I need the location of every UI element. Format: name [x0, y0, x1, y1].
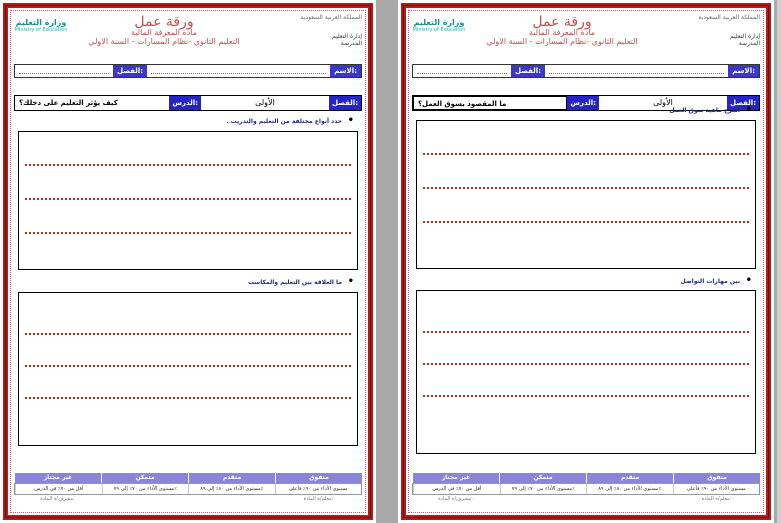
footer-detail: مستوى الأداء من ٨٠٪ إلى ٨٩٪: [188, 484, 275, 494]
footer-level: غير مجتاز: [14, 473, 101, 483]
school-label: المدرسة: [738, 40, 760, 47]
worksheet-header: [412, 12, 760, 60]
class-label: الفصل:: [511, 65, 545, 77]
vertical-scrollbar[interactable]: [777, 0, 781, 523]
footer-level: متقدم: [188, 473, 275, 483]
ministry-name-en: Ministry of Education: [412, 27, 466, 33]
question-2: • ما العلاقة بين التعليم والمكاسب: [14, 279, 362, 286]
admin-label: إدارة التعليم: [332, 33, 362, 40]
ministry-logo: [14, 18, 68, 48]
footer-level: متمكن: [101, 473, 188, 483]
question-1: • حدد أنواع مختلفة من التعليم والتدريب .: [14, 118, 362, 125]
kingdom-block: [282, 14, 362, 47]
answer-line: [25, 365, 351, 367]
footer-sign: [101, 495, 188, 504]
student-info-row: [14, 64, 362, 78]
worksheet-page-2: [398, 0, 774, 523]
footer-level: متقدم: [586, 473, 673, 483]
footer-detail: مستوى الأداء من ٩٠٪ فأعلى: [275, 484, 362, 494]
answer-line: [423, 331, 749, 333]
name-label: الاسم:: [728, 65, 759, 77]
worksheet-title: ورقة عمل: [134, 14, 194, 30]
footer-sign: معلم/ة المادة:: [701, 496, 732, 502]
name-field[interactable]: [549, 65, 724, 74]
worksheet-page-1: [0, 0, 376, 523]
name-field[interactable]: [151, 65, 326, 74]
answer-line: [25, 333, 351, 335]
chapter-value: الأولى: [255, 98, 275, 107]
footer-detail: مستوى الأداء من ٩٠٪ فأعلى: [673, 484, 760, 494]
question-1: • اشرح ماهية سوق العمل: [412, 107, 760, 114]
admin-label: إدارة التعليم: [730, 33, 760, 40]
footer-sign: [499, 495, 586, 504]
footer-detail: مستوى الأداء من ٧٠٪ إلى ٧٩٪: [500, 484, 587, 494]
ministry-logo: [412, 18, 466, 48]
name-label: الاسم:: [330, 65, 361, 77]
assessment-footer: [412, 473, 760, 505]
kingdom-name: المملكة العربية السعودية: [698, 14, 760, 21]
answer-box-2[interactable]: [18, 292, 358, 446]
footer-sign: [188, 495, 275, 504]
assessment-footer: [14, 473, 362, 505]
answer-line: [423, 153, 749, 155]
chapter-label: الفصل:: [727, 96, 759, 110]
footer-level: متمكن: [499, 473, 586, 483]
question-2: • بين مهارات التواصل: [412, 278, 760, 285]
lesson-info-row: [14, 95, 362, 111]
answer-line: [25, 198, 351, 200]
answer-line: [25, 164, 351, 166]
class-field[interactable]: [417, 65, 507, 74]
footer-sign: مشرف/ة المادة:: [40, 496, 75, 502]
answer-box-2[interactable]: [416, 290, 756, 454]
footer-detail: أقل من ٧٠٪ في الدرس: [413, 484, 500, 494]
kingdom-block: [680, 14, 760, 47]
lesson-title: كيف يؤثر التعليم على دخلك؟: [19, 99, 118, 107]
footer-detail: أقل من ٧٠٪ في الدرس: [15, 484, 102, 494]
footer-detail: مستوى الأداء من ٨٠٪ إلى ٨٩٪: [586, 484, 673, 494]
footer-sign: [586, 495, 673, 504]
answer-line: [423, 187, 749, 189]
ministry-name-ar: وزارة التعليم: [15, 18, 67, 27]
subject-name: مادة المعرفة المالية: [130, 28, 198, 37]
footer-level: متفوق: [275, 473, 362, 483]
kingdom-name: المملكة العربية السعودية: [300, 14, 362, 21]
worksheet-title: ورقة عمل: [532, 14, 592, 30]
footer-level: غير مجتاز: [412, 473, 499, 483]
ministry-name-en: Ministry of Education: [14, 27, 68, 33]
worksheet-header: [14, 12, 362, 60]
answer-line: [25, 232, 351, 234]
answer-line: [25, 397, 351, 399]
worksheet-title-block: [472, 14, 652, 46]
lesson-title: ما المقصود بسوق العمل؟: [413, 96, 567, 110]
program-name: التعليم الثانوي -نظام المسارات - السنة الاولي: [486, 37, 638, 46]
class-label: الفصل:: [113, 65, 147, 77]
answer-line: [423, 395, 749, 397]
lesson-label: الدرس:: [169, 96, 201, 110]
answer-box-1[interactable]: [18, 131, 358, 270]
program-name: التعليم الثانوي -نظام المسارات - السنة الاولي: [88, 37, 240, 46]
chapter-value: الأولى: [653, 98, 673, 107]
footer-level: متفوق: [673, 473, 760, 483]
lesson-label: الدرس:: [567, 96, 599, 110]
student-info-row: [412, 64, 760, 78]
footer-detail: مستوى الأداء من ٧٠٪ إلى ٧٩٪: [102, 484, 189, 494]
answer-line: [423, 221, 749, 223]
school-label: المدرسة: [340, 40, 362, 47]
footer-sign: معلم/ة المادة:: [303, 496, 334, 502]
answer-box-1[interactable]: [416, 120, 756, 269]
subject-name: مادة المعرفة المالية: [528, 28, 596, 37]
ministry-name-ar: وزارة التعليم: [413, 18, 465, 27]
worksheet-title-block: [74, 14, 254, 46]
chapter-label: الفصل:: [329, 96, 361, 110]
answer-line: [423, 363, 749, 365]
footer-sign: مشرف/ة المادة:: [438, 496, 473, 502]
class-field[interactable]: [19, 65, 109, 74]
